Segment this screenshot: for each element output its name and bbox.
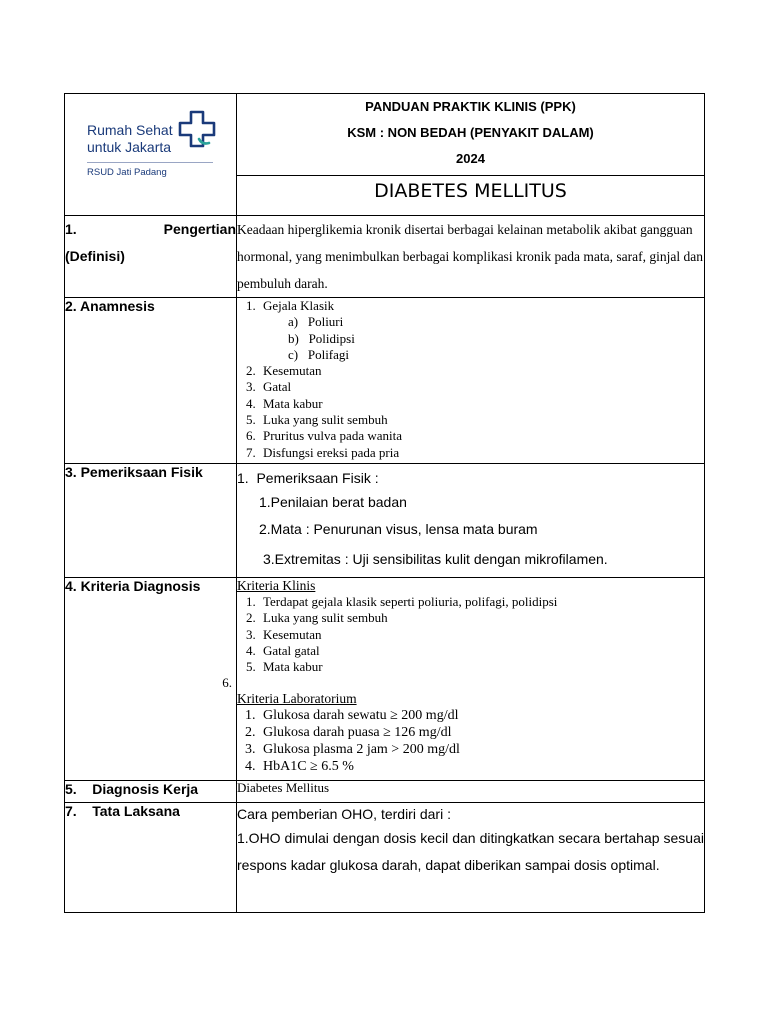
list-item: 3. Gatal <box>259 379 704 395</box>
logo-line1: Rumah Sehat <box>87 122 173 138</box>
document-title: DIABETES MELLITUS <box>237 176 705 216</box>
pengertian-label-number: 1. <box>65 221 77 237</box>
tata-laksana-number: 7. <box>65 803 77 819</box>
tata-laksana-label <box>65 803 237 913</box>
diagnosis-kerja-text: Diabetes Mellitus <box>237 781 705 803</box>
diagnosis-kerja-label <box>65 781 237 803</box>
kriteria-klinis-list <box>237 594 704 675</box>
anamnesis-content <box>237 298 705 464</box>
pengertian-label-word: Pengertian <box>163 221 236 237</box>
list-item: 5. Mata kabur <box>259 659 704 675</box>
ppk-document-table <box>64 93 705 913</box>
fisik-label: 3. Pemeriksaan Fisik <box>65 464 237 578</box>
anamnesis-label: 2. Anamnesis <box>65 298 237 464</box>
list-item: 3. Kesemutan <box>259 627 704 643</box>
hospital-logo <box>87 108 237 178</box>
diagnosis-kerja-number: 5. <box>65 781 77 797</box>
list-item: 4. Gatal gatal <box>259 643 704 659</box>
stray-number: 6. <box>222 675 232 690</box>
header-line1: PANDUAN PRAKTIK KLINIS (PPK) <box>365 99 576 114</box>
pengertian-label-sub: (Definisi) <box>65 248 125 264</box>
list-item: 2. Glukosa darah puasa ≥ 126 mg/dl <box>259 724 704 741</box>
anamnesis-item-1: Gejala Klasik <box>263 298 335 313</box>
header-line2: KSM : NON BEDAH (PENYAKIT DALAM) <box>347 125 594 140</box>
logo-line2: untuk Jakarta <box>87 139 172 155</box>
logo-divider <box>87 162 213 163</box>
fisik-line-1: 1.Penilaian berat badan <box>259 494 407 510</box>
kriteria-label-text: 4. Kriteria Diagnosis <box>65 578 201 594</box>
list-item: c) Polifagi <box>288 346 350 362</box>
list-item: 5. Luka yang sulit sembuh <box>259 412 704 428</box>
logo-subtitle: RSUD Jati Padang <box>87 167 167 178</box>
kriteria-lab-heading: Kriteria Laboratorium <box>237 691 357 707</box>
list-item: 7. Disfungsi ereksi pada pria <box>259 445 704 461</box>
list-item: 6. Pruritus vulva pada wanita <box>259 428 704 444</box>
list-item: 4. HbA1C ≥ 6.5 % <box>259 758 704 775</box>
list-item: 4. Mata kabur <box>259 396 704 412</box>
pengertian-label <box>65 216 237 298</box>
header-line3: 2024 <box>456 151 485 166</box>
kriteria-lab-list <box>237 707 704 775</box>
tata-laksana-text: 1.OHO dimulai dengan dosis kecil dan ditingkatkan secara bertahap sesuai respons kadar glukosa darah, dapat diberikan sampai dosis optimal. <box>237 830 704 873</box>
list-item: b) Polidipsi <box>288 330 355 346</box>
anamnesis-sublist <box>263 314 704 363</box>
fisik-line-3: 3.Extremitas : Uji sensibilitas kulit dengan mikrofilamen. <box>263 551 608 567</box>
list-item: 3. Glukosa plasma 2 jam > 200 mg/dl <box>259 741 704 758</box>
tata-laksana-label-text: Tata Laksana <box>92 803 180 819</box>
kriteria-klinis-heading: Kriteria Klinis <box>237 578 316 593</box>
list-item <box>259 298 704 363</box>
tata-laksana-content <box>237 803 705 913</box>
diagnosis-kerja-label-text: Diagnosis Kerja <box>92 781 199 797</box>
kriteria-content <box>237 578 705 781</box>
fisik-item-1: 1. Pemeriksaan Fisik : <box>237 470 379 486</box>
list-item: 2. Luka yang sulit sembuh <box>259 610 704 626</box>
list-item: 1. Terdapat gejala klasik seperti poliuria, polifagi, polidipsi <box>259 594 704 610</box>
anamnesis-list <box>237 298 704 461</box>
header-lines <box>237 94 705 176</box>
list-item: a) Poliuri <box>288 314 344 330</box>
list-item: 2. Kesemutan <box>259 363 704 379</box>
list-item: 1. Glukosa darah sewatu ≥ 200 mg/dl <box>259 707 704 724</box>
fisik-content <box>237 464 705 578</box>
health-cross-icon <box>177 109 217 149</box>
pengertian-text: Keadaan hiperglikemia kronik disertai berbagai kelainan metabolik akibat gangguan hormonal, yang menimbulkan berbagai komplikasi kronik pada mata, saraf, ginjal dan pembuluh darah. <box>237 216 705 298</box>
kriteria-label <box>65 578 237 781</box>
fisik-line-2: 2.Mata : Penurunan visus, lensa mata buram <box>259 521 538 537</box>
logo-cell <box>65 94 237 216</box>
tata-laksana-intro: Cara pemberian OHO, terdiri dari : <box>237 806 451 822</box>
